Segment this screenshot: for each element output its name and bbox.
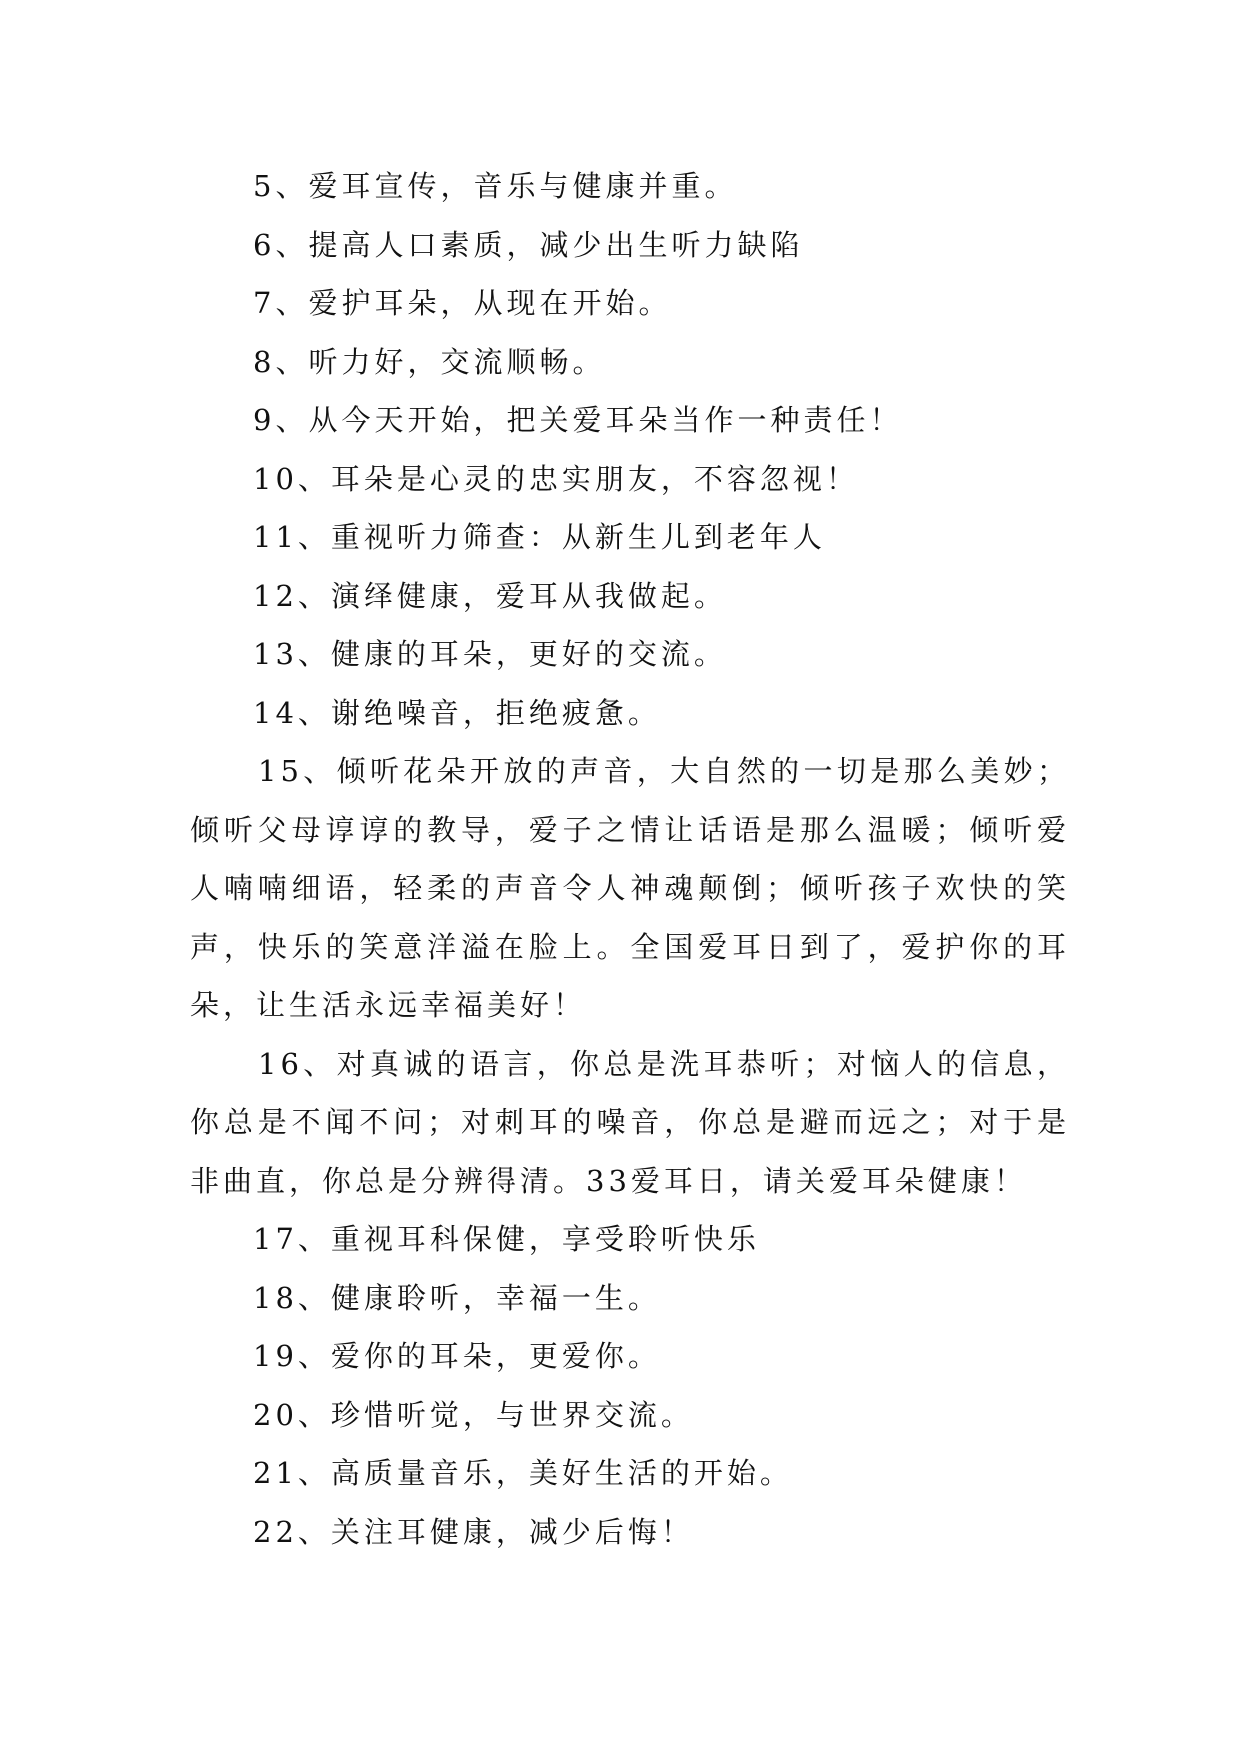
list-item: 19、爱你的耳朵，更爱你。: [253, 1339, 661, 1373]
list-item: 9、从今天开始，把关爱耳朵当作一种责任！: [253, 403, 903, 437]
paragraph-item: 15、倾听花朵开放的声音，大自然的一切是那么美妙；倾听父母谆谆的教导，爱子之情让话语是那么温暖；倾听爱人喃喃细语，轻柔的声音令人神魂颠倒；倾听孩子欢快的笑声，快乐的笑意洋溢在脸上。全国爱耳日到了，爱护你的耳朵，让生活永远幸福美好！: [190, 754, 1070, 1022]
list-item: 18、健康聆听，幸福一生。: [253, 1280, 661, 1315]
list-item: 10、耳朵是心灵的忠实朋友，不容忽视！: [253, 461, 859, 496]
list-item: 12、演绎健康，爱耳从我做起。: [253, 578, 727, 613]
list-item: 11、重视听力筛查：从新生儿到老年人: [253, 520, 826, 554]
list-item: 8、听力好，交流顺畅。: [253, 344, 606, 379]
list-item: 22、关注耳健康，减少后悔！: [253, 1514, 694, 1549]
list-item: 14、谢绝噪音，拒绝疲惫。: [253, 695, 661, 730]
list-item: 7、爱护耳朵，从现在开始。: [253, 286, 672, 320]
list-item: 5、爱耳宣传，音乐与健康并重。: [253, 169, 738, 203]
list-item: 6、提高人口素质，减少出生听力缺陷: [253, 227, 804, 262]
list-item: 21、高质量音乐，美好生活的开始。: [253, 1456, 793, 1490]
paragraph-item: 16、对真诚的语言，你总是洗耳恭听；对恼人的信息，你总是不闻不问；对刺耳的噪音，你总是避而远之；对于是非曲直，你总是分辨得清。33爱耳日，请关爱耳朵健康！: [190, 1046, 1070, 1198]
document-body: [190, 157, 1070, 1561]
list-item: 13、健康的耳朵，更好的交流。: [253, 637, 727, 671]
list-item: 20、珍惜听觉，与世界交流。: [253, 1397, 694, 1432]
list-item: 17、重视耳科保健，享受聆听快乐: [253, 1222, 760, 1256]
